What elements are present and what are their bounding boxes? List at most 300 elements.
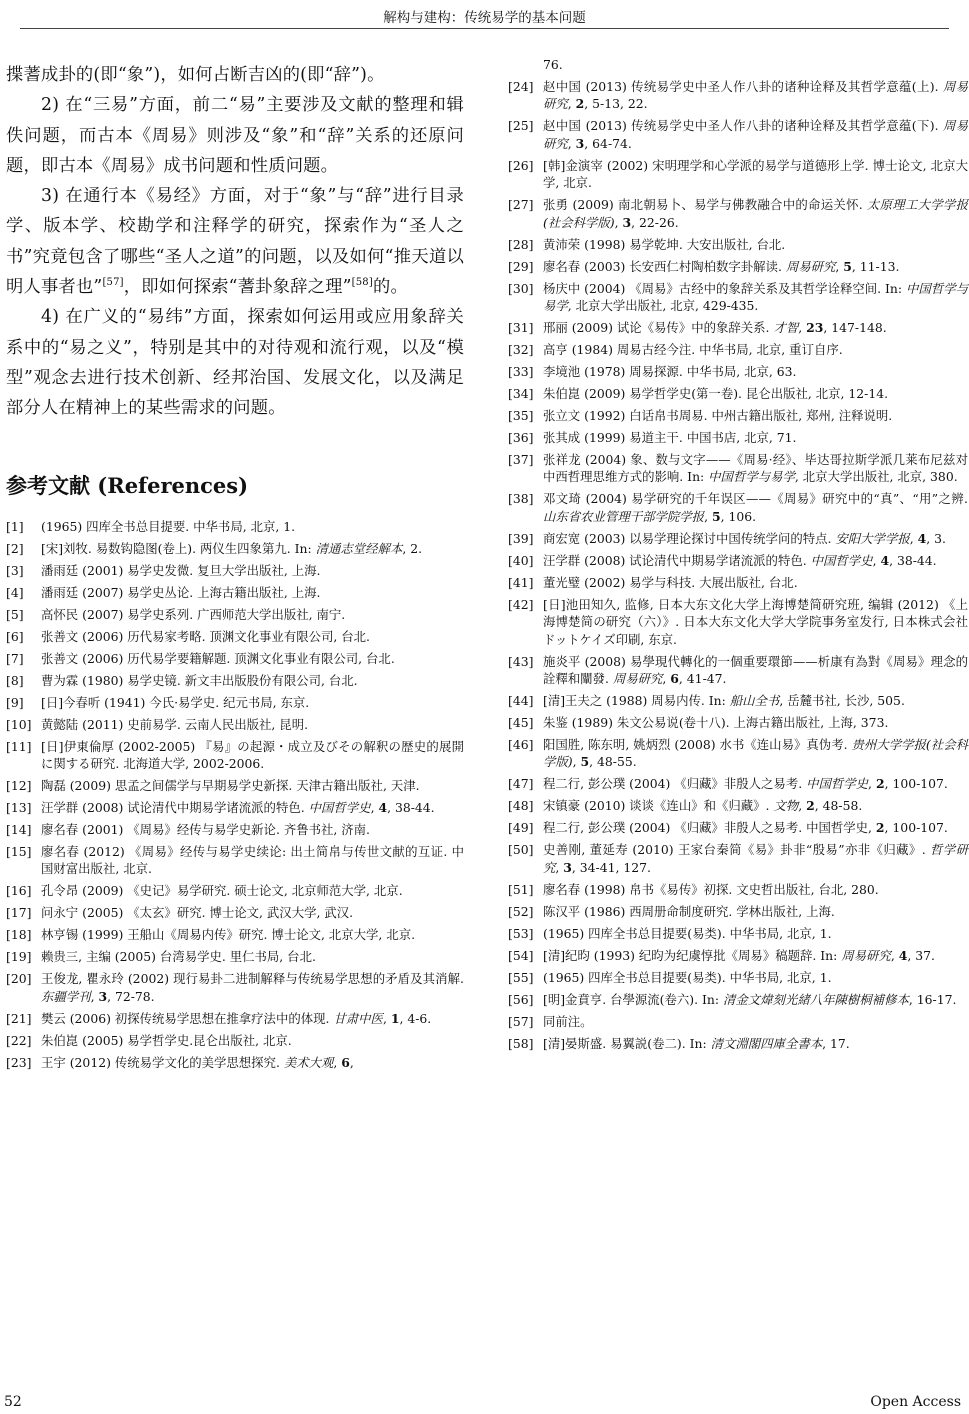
reference-number: [32]	[508, 342, 534, 358]
text-run: [日]伊東倫厚 (2002-2005) 『易』の起源・成立及びその解釈の歴史的展開に関する研究. 北海道大学, 2002-2006.	[41, 738, 464, 771]
text-run: [明]金賁亨. 台學源流(卷六). In:	[543, 991, 723, 1007]
text-run: 施炎平 (2008) 易學現代轉化的一個重要環節——析康有為對《周易》理念的詮釋和闡發.	[543, 653, 968, 687]
reference-number: [51]	[508, 881, 534, 897]
reference-number: [14]	[6, 821, 32, 837]
text-run: 孔令昂 (2009) 《史记》易学研究. 硕士论文, 北京师范大学, 北京.	[41, 883, 403, 899]
text-run: ,	[370, 799, 379, 815]
reference-text	[41, 584, 464, 601]
reference-number: [43]	[508, 653, 534, 669]
text-run: [宋]刘牧. 易数钩隐图(卷上). 两仪生四象第九. In:	[41, 540, 316, 556]
reference-text	[543, 258, 968, 275]
text-run: 安阳大学学报	[835, 530, 910, 546]
text-run: [清]王夫之 (1988) 周易内传. In:	[543, 693, 730, 709]
left-column	[6, 60, 464, 1076]
reference-entry	[6, 799, 464, 816]
reference-entry	[6, 606, 464, 623]
text-run: 商宏宽 (2003) 以易学理论探讨中国传统学问的特点.	[543, 530, 836, 546]
reference-text	[543, 530, 968, 547]
reference-text	[41, 672, 464, 689]
reference-number: [44]	[508, 693, 534, 709]
text-run: 中国哲学史	[806, 776, 869, 792]
reference-number: [35]	[508, 408, 534, 424]
text-run: ,	[662, 671, 671, 687]
reference-text	[543, 692, 968, 709]
text-run: 美术大观	[283, 1054, 334, 1070]
text-run: 朱伯崑 (2009) 易学哲学史(第一卷). 昆仑出版社, 北京, 12-14.	[543, 386, 889, 402]
reference-text	[543, 1013, 968, 1030]
reference-number: [15]	[6, 843, 32, 859]
text-run: 张善文 (2006) 历代易家考略. 顶渊文化事业有限公司, 台北.	[41, 628, 370, 644]
reference-entry	[6, 843, 464, 878]
reference-number: [2]	[6, 540, 24, 556]
reference-entry	[508, 692, 968, 709]
text-run: 中国哲学与易学	[708, 469, 795, 485]
page-number: 52	[4, 1394, 22, 1410]
reference-entry	[508, 841, 968, 876]
text-run: 中国哲学与易学	[543, 280, 968, 314]
reference-text	[543, 947, 968, 964]
text-run: 清文淵閣四庫全書本	[710, 1035, 823, 1051]
text-run: 清通志堂经解本	[315, 540, 403, 556]
references-list-left	[6, 518, 464, 1072]
reference-entry	[508, 991, 968, 1008]
reference-text	[543, 341, 968, 358]
text-run: 清金文煒刻光緒八年陳樹桐補修本	[723, 991, 909, 1007]
text-run: , 北京大学出版社, 北京, 429-435.	[567, 298, 759, 314]
text-run: 6	[341, 1054, 350, 1070]
text-run: 5	[711, 508, 721, 524]
reference-number: [34]	[508, 386, 534, 402]
reference-number: [53]	[508, 925, 534, 941]
reference-number: [40]	[508, 552, 534, 568]
reference-number: [26]	[508, 157, 534, 173]
reference-entry	[6, 518, 464, 535]
body-paragraph	[6, 181, 464, 302]
text-run: ,	[835, 258, 844, 274]
reference-entry	[6, 926, 464, 943]
text-run: 赵中国 (2013) 传统易学史中圣人作八卦的诸种诠释及其哲学意蕴(上).	[543, 79, 943, 94]
text-run: ,	[572, 754, 581, 770]
text-run: ,	[333, 1054, 342, 1070]
text-run: 5	[580, 754, 590, 770]
text-run: ,	[798, 320, 807, 336]
reference-entry	[508, 236, 968, 253]
text-run: , 48-55.	[589, 754, 637, 770]
text-run: 4	[880, 552, 890, 568]
reference-number: [42]	[508, 596, 534, 612]
text-run: , 106.	[720, 508, 757, 524]
text-run: (1965) 四库全书总目提要(易类). 中华书局, 北京, 1.	[543, 969, 832, 985]
text-run: 东疆学刊	[41, 988, 91, 1004]
text-run: 黄沛荣 (1998) 易学乾坤. 大安出版社, 台北.	[543, 236, 786, 252]
text-run: 山东省农业管理干部学院学报	[543, 508, 705, 524]
reference-number: [17]	[6, 905, 32, 921]
text-run: ,	[567, 135, 576, 151]
reference-text	[543, 574, 968, 591]
reference-text	[543, 881, 968, 898]
reference-entry	[508, 407, 968, 424]
text-run: 3	[622, 214, 632, 230]
text-run: [清]晏斯盛. 易翼説(卷二). In:	[543, 1035, 711, 1051]
reference-entry	[508, 947, 968, 964]
text-run: 太原理工大学学报(社会科学版)	[543, 197, 968, 230]
right-column	[508, 56, 968, 1057]
reference-entry	[508, 319, 968, 336]
text-run: , 11-13.	[851, 258, 900, 274]
reference-text	[543, 903, 968, 920]
reference-entry	[508, 925, 968, 942]
reference-text	[41, 518, 464, 535]
reference-text	[41, 562, 464, 579]
reference-number: [3]	[6, 562, 24, 578]
text-run: 樊云 (2006) 初探传统易学思想在推拿疗法中的体现.	[41, 1010, 334, 1026]
reference-text	[41, 606, 464, 623]
reference-entry	[508, 385, 968, 402]
reference-number: [9]	[6, 694, 24, 710]
reference-text	[543, 429, 968, 446]
text-run: 4) 在广义的“易纬”方面，探索如何运用或应用象辞关系中的“易之义”，特别是其中的对待观和流行观，以及“模型”观念去进行技术创新、经邦治国、发展文化，以及满足部分人在精神上的某些需求的问题。	[6, 307, 464, 419]
reference-number: [25]	[508, 118, 534, 134]
text-run: [韩]金演宰 (2002) 宋明理学和心学派的易学与道德形上学. 博士论文, 北京大学, 北京.	[543, 157, 968, 191]
reference-number: [41]	[508, 574, 534, 590]
reference-number: [16]	[6, 883, 32, 899]
reference-text	[543, 797, 968, 814]
reference-number: [52]	[508, 903, 534, 919]
text-run: 廖名春 (2012) 《周易》经传与易学史续论: 出土简帛与传世文献的互证. 中国财富出版社, 北京.	[41, 843, 464, 877]
text-run: [清]纪昀 (1993) 纪昀为纪虞惇批《周易》稿题辞. In:	[543, 947, 842, 963]
text-run: (1965) 四库全书总目提要. 中华书局, 北京, 1.	[41, 518, 296, 534]
text-run: 邢丽 (2009) 试论《易传》中的象辞关系.	[543, 320, 774, 336]
reference-entry	[508, 714, 968, 731]
text-run: 汪学群 (2008) 试论清代中期易学诸流派的特色.	[543, 552, 811, 568]
text-run: 中国哲学史	[810, 552, 873, 568]
text-run: 1	[390, 1010, 400, 1026]
text-run: 曹为霖 (1980) 易学史镜. 新文丰出版股份有限公司, 台北.	[41, 672, 358, 688]
reference-entry	[6, 821, 464, 838]
reference-number: [49]	[508, 820, 534, 836]
reference-text	[543, 925, 968, 942]
reference-number: [6]	[6, 628, 24, 644]
text-run: 黄懿陆 (2011) 史前易学. 云南人民出版社, 昆明.	[41, 716, 309, 732]
text-run: 4	[378, 799, 388, 815]
text-run: 揲蓍成卦的(即“象”)，如何占断吉凶的(即“辞”)。	[6, 65, 385, 85]
text-run: , 147-148.	[823, 320, 887, 336]
reference-number: [28]	[508, 236, 534, 252]
reference-text	[543, 714, 968, 731]
reference-text	[543, 736, 968, 771]
text-run: 周易研究	[841, 947, 891, 963]
text-run: 23	[806, 320, 824, 336]
reference-number: [54]	[508, 947, 534, 963]
text-run: 林亨锡 (1999) 王船山《周易内传》研究. 博士论文, 北京大学, 北京.	[41, 927, 416, 943]
reference-text	[41, 777, 464, 794]
reference-entry	[6, 777, 464, 794]
text-run: 张其成 (1999) 易道主干. 中国书店, 北京, 71.	[543, 430, 797, 446]
reference-text	[543, 236, 968, 253]
reference-text	[41, 821, 464, 838]
reference-entry	[508, 429, 968, 446]
reference-number: [12]	[6, 777, 32, 793]
reference-number: [13]	[6, 799, 32, 815]
reference-entry	[508, 363, 968, 380]
reference-text	[543, 319, 968, 336]
reference-text	[543, 991, 968, 1008]
text-run: 甘肃中医	[333, 1010, 383, 1026]
reference-entry	[508, 881, 968, 898]
reference-number: [37]	[508, 452, 534, 468]
reference-entry	[508, 117, 968, 152]
text-run: 李境池 (1978) 周易探源. 中华书局, 北京, 63.	[543, 364, 797, 380]
text-run: 汪学群 (2008) 试论清代中期易学诸流派的特色.	[41, 799, 309, 815]
text-run: 3) 在通行本《易经》方面，对于“象”与“辞”进行目录学、版本学、校勘学和注释学的研究，探索作为“圣人之书”究竟包含了哪些“圣人之道”的问题，以及如何“推天道以明人事者也”	[6, 186, 464, 298]
reference-entry	[6, 562, 464, 579]
text-run: 4	[898, 947, 908, 963]
reference-text	[543, 1035, 968, 1052]
reference-text	[543, 117, 968, 152]
text-run: 王俊龙, 瞿永玲 (2002) 现行易卦二进制解释与传统易学思想的矛盾及其消解.	[41, 971, 464, 987]
text-run: (1965) 四库全书总目提要(易类). 中华书局, 北京, 1.	[543, 925, 832, 941]
reference-entry	[508, 736, 968, 771]
reference-text	[543, 78, 968, 113]
reference-number: [39]	[508, 530, 534, 546]
reference-text	[543, 819, 968, 836]
reference-entry	[6, 948, 464, 965]
reference-number: [27]	[508, 197, 534, 213]
reference-number: [30]	[508, 280, 534, 296]
text-run: ,	[890, 947, 899, 963]
text-run: 潘雨廷 (2007) 易学史丛论. 上海古籍出版社, 上海.	[41, 584, 321, 600]
body-paragraph	[6, 302, 464, 423]
reference-entry	[6, 694, 464, 711]
text-run: 陶磊 (2009) 思孟之间儒学与早期易学史新探. 天津古籍出版社, 天津.	[41, 777, 420, 793]
text-run: 同前注。	[543, 1013, 593, 1029]
reference-text	[543, 552, 968, 569]
citation-marker: [58]	[351, 277, 373, 289]
reference-text	[543, 969, 968, 986]
text-run: 宋镇豪 (2010) 谈谈《连山》和《归藏》.	[543, 798, 774, 814]
text-run: ,	[555, 859, 564, 875]
reference-entry	[508, 1035, 968, 1052]
text-run: , 38-44.	[387, 799, 435, 815]
reference-entry	[508, 574, 968, 591]
reference-entry	[6, 672, 464, 689]
text-run: , 48-58.	[814, 798, 863, 814]
reference-entry	[6, 1010, 464, 1027]
reference-number: [1]	[6, 518, 24, 534]
text-run: ,	[704, 508, 712, 524]
text-run: 3	[98, 988, 108, 1004]
text-run: , 22-26.	[631, 214, 679, 230]
reference-number: [58]	[508, 1035, 534, 1051]
reference-entry	[508, 157, 968, 192]
reference-number: [20]	[6, 971, 32, 987]
reference-text	[543, 775, 968, 792]
reference-entry	[508, 280, 968, 315]
reference-number: [38]	[508, 491, 534, 507]
text-run: 杨庆中 (2004) 《周易》古经中的象辞关系及其哲学诠释空间. In:	[543, 280, 907, 296]
reference-text	[543, 196, 968, 231]
text-run: 船山全书	[729, 693, 780, 709]
reference-entry	[508, 341, 968, 358]
reference-text	[543, 280, 968, 315]
reference-entry	[6, 904, 464, 921]
reference-number: [19]	[6, 949, 32, 965]
reference-number: [24]	[508, 79, 534, 94]
text-run: 2	[575, 96, 585, 112]
reference-entry	[6, 628, 464, 645]
references-heading: 参考文献 (References)	[6, 472, 249, 498]
text-run: , 37.	[907, 947, 935, 963]
body-paragraph	[6, 60, 464, 90]
reference-text	[41, 628, 464, 645]
text-run: 6	[670, 671, 679, 687]
text-run: , 34-41, 127.	[571, 859, 651, 875]
text-run: 才智	[773, 320, 799, 336]
text-run: ,	[909, 530, 918, 546]
text-run: , 16-17.	[908, 991, 957, 1007]
text-run: ,	[868, 776, 876, 792]
reference-text	[41, 904, 464, 921]
text-run: ,	[349, 1054, 354, 1070]
reference-number: [7]	[6, 650, 24, 666]
body-paragraph	[6, 90, 464, 181]
text-run: 的。	[372, 277, 408, 298]
text-run: 张勇 (2009) 南北朝易卜、易学与佛教融合中的命运关怀.	[543, 197, 867, 213]
reference-number: [50]	[508, 842, 534, 858]
reference-number	[508, 56, 543, 73]
text-run: 哲学研究	[543, 842, 968, 875]
reference-text	[543, 841, 968, 876]
text-run: 3	[575, 135, 585, 151]
text-run: 阳国胜, 陈东明, 姚炳烈 (2008) 水书《连山易》真伪考.	[543, 737, 852, 753]
reference-number: [18]	[6, 927, 32, 943]
text-run: , 岳麓书社, 长沙, 505.	[779, 693, 905, 709]
text-run: 2	[875, 820, 885, 836]
reference-text	[41, 738, 464, 773]
text-run: 周易研究	[612, 671, 663, 687]
text-run: ,	[798, 798, 807, 814]
text-run: 2	[875, 776, 885, 792]
reference-text	[41, 882, 464, 899]
reference-entry	[6, 716, 464, 733]
text-run: 周易研究	[785, 258, 836, 274]
reference-text	[41, 716, 464, 733]
reference-entry	[6, 882, 464, 899]
text-run: 3	[563, 859, 572, 875]
reference-entry	[508, 819, 968, 836]
text-run: 潘雨廷 (2001) 易学史发微. 复旦大学出版社, 上海.	[41, 562, 321, 578]
reference-number: [8]	[6, 672, 24, 688]
reference-text	[41, 650, 464, 667]
text-run: , 4-6.	[399, 1010, 432, 1026]
text-run: ,	[567, 96, 576, 112]
reference-entry	[6, 738, 464, 773]
reference-entry	[508, 1013, 968, 1030]
text-run: 程二行, 彭公璞 (2004) 《归藏》非殷人之易考.	[543, 776, 807, 792]
text-run: 2	[806, 798, 815, 814]
text-run: 廖名春 (2001) 《周易》经传与易学史新论. 齐鲁书社, 济南.	[41, 821, 370, 837]
text-run: ,	[872, 552, 881, 568]
text-run: [日]今春听 (1941) 今氏·易学史. 纪元书局, 东京.	[41, 694, 310, 710]
text-run: 邓文琦 (2004) 易学研究的千年误区——《周易》研究中的“真”、“用”之辨.	[543, 491, 968, 507]
reference-entry	[508, 490, 968, 525]
reference-entry	[508, 775, 968, 792]
text-run: , 2.	[402, 540, 423, 556]
footer-label: Open Access	[870, 1394, 961, 1410]
reference-text	[543, 56, 968, 73]
reference-entry	[6, 1032, 464, 1049]
reference-text	[543, 363, 968, 380]
text-run: 张祥龙 (2004) 象、数与文字——《周易·经》、毕达哥拉斯学派几莱布尼兹对中西哲理思维方式的影响. In:	[543, 452, 968, 485]
text-run: 朱鉴 (1989) 朱文公易说(卷十八). 上海古籍出版社, 上海, 373.	[543, 715, 889, 731]
reference-text	[41, 799, 464, 816]
reference-number: [47]	[508, 776, 534, 792]
text-run: 5	[843, 258, 852, 274]
reference-text	[543, 490, 968, 525]
reference-entry	[508, 196, 968, 231]
text-run: 廖名春 (1998) 帛书《易传》初探. 文史哲出版社, 台北, 280.	[543, 881, 879, 897]
reference-entry	[508, 903, 968, 920]
text-run: 董光璧 (2002) 易学与科技. 大展出版社, 台北.	[543, 574, 798, 590]
reference-text	[543, 385, 968, 402]
reference-entry	[6, 1054, 464, 1071]
text-run: 张善文 (2006) 历代易学要籍解题. 顶渊文化事业有限公司, 台北.	[41, 650, 395, 666]
text-run: , 100-107.	[884, 820, 948, 836]
reference-number: [10]	[6, 716, 32, 732]
reference-number: [46]	[508, 737, 534, 753]
reference-text	[41, 970, 464, 1005]
reference-text	[41, 1054, 464, 1071]
reference-entry	[508, 653, 968, 688]
text-run: 4	[917, 530, 927, 546]
text-run: 问永宁 (2005) 《太玄》研究. 博士论文, 武汉大学, 武汉.	[41, 905, 354, 921]
text-run: , 北京大学出版社, 北京, 380.	[794, 469, 958, 485]
text-run: , 100-107.	[884, 776, 948, 792]
text-run: ,	[90, 988, 99, 1004]
reference-text	[543, 596, 968, 648]
reference-entry	[508, 552, 968, 569]
reference-text	[41, 694, 464, 711]
text-run: 程二行, 彭公璞 (2004) 《归藏》非殷人之易考. 中国哲学史,	[543, 820, 876, 836]
reference-entry	[508, 596, 968, 648]
text-run: , 41-47.	[678, 671, 727, 687]
reference-number: [21]	[6, 1010, 32, 1026]
body-text	[6, 60, 464, 424]
references-list-right	[508, 56, 968, 1052]
reference-number: [5]	[6, 606, 24, 622]
text-run: 赵中国 (2013) 传统易学史中圣人作八卦的诸种诠释及其哲学意蕴(下).	[543, 118, 943, 134]
reference-text	[41, 948, 464, 965]
reference-entry	[508, 78, 968, 113]
text-run: 文物	[773, 798, 799, 814]
text-run: ,	[382, 1010, 391, 1026]
reference-number: [55]	[508, 969, 534, 985]
reference-number: [56]	[508, 991, 534, 1007]
reference-text	[41, 926, 464, 943]
reference-number: [36]	[508, 430, 534, 446]
text-run: 贵州大学学报(社会科学版)	[543, 737, 968, 770]
reference-number: [29]	[508, 258, 534, 274]
reference-number: [31]	[508, 320, 534, 336]
text-run: 史善刚, 董延寿 (2010) 王家台秦简《易》卦非“殷易”亦非《归藏》.	[543, 842, 931, 858]
reference-text	[41, 1032, 464, 1049]
reference-text	[543, 407, 968, 424]
reference-entry	[508, 258, 968, 275]
reference-text	[543, 653, 968, 688]
citation-marker: [57]	[102, 277, 124, 289]
reference-entry	[6, 584, 464, 601]
reference-number: [33]	[508, 364, 534, 380]
